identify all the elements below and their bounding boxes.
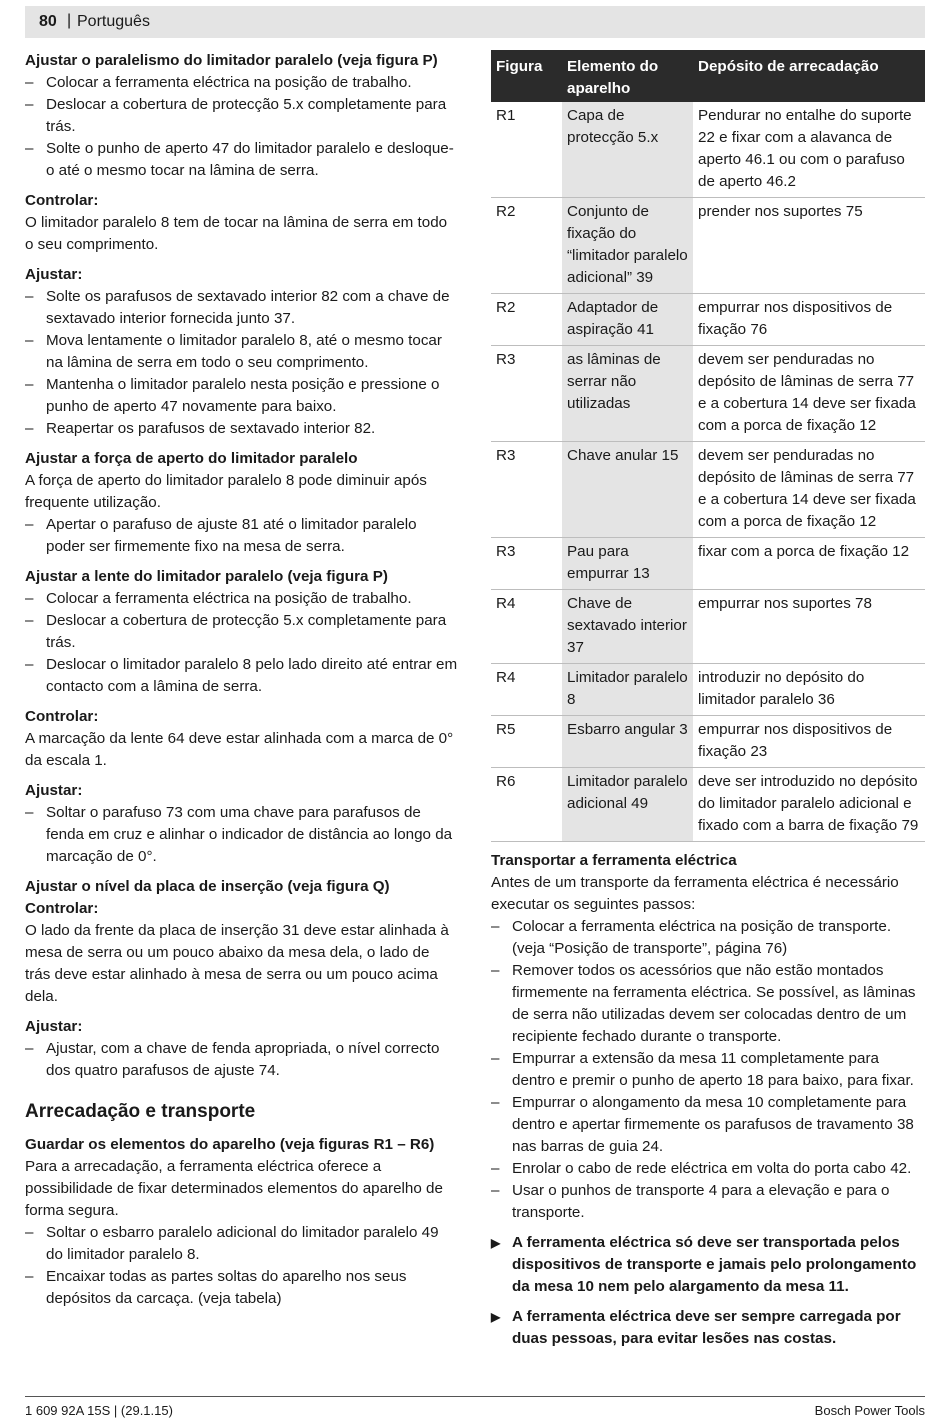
- dash-bullet: –: [491, 1050, 500, 1067]
- table-row: [491, 442, 925, 538]
- warning-triangle-icon: ▶: [491, 1310, 501, 1324]
- dash-bullet: –: [25, 96, 34, 113]
- subheading: Controlar:: [25, 192, 99, 209]
- storage-table: [491, 50, 925, 842]
- list-item: [25, 610, 458, 654]
- cell-figure: R2: [491, 294, 562, 346]
- cell-figure: R2: [491, 198, 562, 294]
- table-row: [491, 716, 925, 768]
- dash-bullet: –: [25, 74, 34, 91]
- subheading: Guardar os elementos do aparelho (veja figuras R1 – R6): [25, 1136, 435, 1153]
- list-item: [25, 138, 458, 182]
- cell-element: as lâminas de serrar não utilizadas: [562, 346, 693, 442]
- list-item-text: Empurrar o alongamento da mesa 10 completamente para dentro e apertar firmemente os parafusos de travamento 38 nas barras de guia 24.: [512, 1094, 914, 1155]
- dash-bullet: –: [25, 612, 34, 629]
- table-header-depot: Depósito de arrecadação: [693, 50, 925, 102]
- list-item: [25, 514, 458, 558]
- dash-bullet: –: [491, 1182, 500, 1199]
- subheading: Controlar:: [25, 900, 99, 917]
- table-row: [491, 664, 925, 716]
- subheading: Ajustar o nível da placa de inserção (veja figura Q): [25, 878, 390, 895]
- dash-bullet: –: [25, 420, 34, 437]
- list-item: [491, 1048, 925, 1092]
- list-item: [491, 1158, 925, 1180]
- list-item: [25, 802, 458, 868]
- paragraph: Antes de um transporte da ferramenta eléctrica é necessário executar os seguintes passos:: [491, 874, 899, 913]
- cell-element: Limitador paralelo 8: [562, 664, 693, 716]
- cell-depot: devem ser penduradas no depósito de lâminas de serra 77 e a cobertura 14 deve ser fixada com a porca de fixação 12: [693, 346, 925, 442]
- cell-figure: R1: [491, 102, 562, 198]
- paragraph: A marcação da lente 64 deve estar alinhada com a marca de 0° da escala 1.: [25, 730, 454, 769]
- cell-element: Conjunto de fixação do “limitador paralelo adicional” 39: [562, 198, 693, 294]
- paragraph: O lado da frente da placa de inserção 31 deve estar alinhada à mesa de serra ou um pouco abaixo da mesa dela, o lado de trás deve estar alinhado à mesa de serra ou um pouco acima dela.: [25, 922, 449, 1005]
- dash-bullet: –: [25, 140, 34, 157]
- list-item: [25, 94, 458, 138]
- header-language: Português: [77, 13, 150, 30]
- cell-depot: deve ser introduzido no depósito do limitador paralelo adicional e fixado com a barra de fixação 79: [693, 768, 925, 842]
- list-item-text: Soltar o parafuso 73 com uma chave para parafusos de fenda em cruz e alinhar o indicador de distância ao longo da marcação de 0°.: [46, 804, 453, 865]
- cell-figure: R4: [491, 590, 562, 664]
- table-row: [491, 538, 925, 590]
- subheading: Ajustar:: [25, 782, 83, 799]
- list-item-text: Apertar o parafuso de ajuste 81 até o limitador paralelo poder ser firmemente fixo na mesa de serra.: [46, 516, 417, 555]
- dash-bullet: –: [491, 962, 500, 979]
- transport-section: [491, 850, 925, 1350]
- paragraph: Para a arrecadação, a ferramenta eléctrica oferece a possibilidade de fixar determinados elementos do aparelho de forma segura.: [25, 1158, 443, 1219]
- table-header-row: [491, 50, 925, 102]
- list-item-text: Encaixar todas as partes soltas do aparelho nos seus depósitos da carcaça. (veja tabela): [46, 1268, 407, 1307]
- cell-depot: Pendurar no entalhe do suporte 22 e fixar com a alavanca de aperto 46.1 ou com o parafuso de aperto 46.2: [693, 102, 925, 198]
- dash-bullet: –: [25, 376, 34, 393]
- warning-item: [491, 1306, 925, 1350]
- list-item: [25, 374, 458, 418]
- right-column: [491, 50, 925, 1350]
- dash-bullet: –: [491, 918, 500, 935]
- cell-figure: R3: [491, 346, 562, 442]
- list-item-text: Deslocar a cobertura de protecção 5.x completamente para trás.: [46, 612, 447, 651]
- table-row: [491, 102, 925, 198]
- list-item-text: Colocar a ferramenta eléctrica na posição de trabalho.: [46, 590, 412, 607]
- paragraph: A força de aperto do limitador paralelo 8 pode diminuir após frequente utilização.: [25, 472, 427, 511]
- cell-element: Limitador paralelo adicional 49: [562, 768, 693, 842]
- cell-depot: empurrar nos dispositivos de fixação 23: [693, 716, 925, 768]
- cell-depot: introduzir no depósito do limitador paralelo 36: [693, 664, 925, 716]
- subheading: Ajustar a lente do limitador paralelo (veja figura P): [25, 568, 388, 585]
- table-header-element: Elemento do aparelho: [562, 50, 693, 102]
- list-item: [25, 72, 458, 94]
- warning-item: [491, 1232, 925, 1298]
- list-item-text: Enrolar o cabo de rede eléctrica em volta do porta cabo 42.: [512, 1160, 912, 1177]
- cell-figure: R3: [491, 442, 562, 538]
- subheading: Ajustar a força de aperto do limitador paralelo: [25, 450, 358, 467]
- table-row: [491, 198, 925, 294]
- dash-bullet: –: [25, 1040, 34, 1057]
- list-item: [25, 330, 458, 374]
- subheading: Transportar a ferramenta eléctrica: [491, 852, 737, 869]
- list-item-text: Colocar a ferramenta eléctrica na posição de trabalho.: [46, 74, 412, 91]
- list-item-text: Ajustar, com a chave de fenda apropriada, o nível correcto dos quatro parafusos de ajuste 74.: [46, 1040, 440, 1079]
- dash-bullet: –: [25, 590, 34, 607]
- dash-bullet: –: [25, 516, 34, 533]
- cell-figure: R6: [491, 768, 562, 842]
- list-item-text: Mova lentamente o limitador paralelo 8, até o mesmo tocar na lâmina de serra em todo o seu comprimento.: [46, 332, 442, 371]
- list-item-text: Colocar a ferramenta eléctrica na posição de transporte. (veja “Posição de transporte”, página 76): [512, 918, 892, 957]
- list-item: [25, 588, 458, 610]
- cell-element: Adaptador de aspiração 41: [562, 294, 693, 346]
- header-separator: |: [67, 12, 72, 29]
- dash-bullet: –: [25, 656, 34, 673]
- dash-bullet: –: [25, 804, 34, 821]
- list-item: [25, 1222, 458, 1266]
- dash-bullet: –: [25, 1224, 34, 1241]
- list-item: [491, 960, 925, 1048]
- list-item: [25, 654, 458, 698]
- list-item: [25, 1266, 458, 1310]
- left-column: [25, 50, 458, 1310]
- cell-element: Chave anular 15: [562, 442, 693, 538]
- list-item-text: Deslocar a cobertura de protecção 5.x completamente para trás.: [46, 96, 447, 135]
- subheading: Ajustar:: [25, 266, 83, 283]
- list-item-text: Empurrar a extensão da mesa 11 completamente para dentro e premir o punho de aperto 18 para baixo, para fixar.: [512, 1050, 914, 1089]
- page-header: [25, 6, 925, 38]
- subheading: Ajustar:: [25, 1018, 83, 1035]
- cell-depot: devem ser penduradas no depósito de lâminas de serra 77 e a cobertura 14 deve ser fixada com a porca de fixação 12: [693, 442, 925, 538]
- list-item-text: Usar o punhos de transporte 4 para a elevação e para o transporte.: [512, 1182, 890, 1221]
- cell-depot: empurrar nos suportes 78: [693, 590, 925, 664]
- dash-bullet: –: [25, 288, 34, 305]
- page-number: 80: [39, 13, 57, 30]
- section-heading: Arrecadação e transporte: [25, 1101, 256, 1122]
- footer-brand: Bosch Power Tools: [814, 1403, 925, 1418]
- table-row: [491, 590, 925, 664]
- list-item-text: Soltar o esbarro paralelo adicional do limitador paralelo 49 do limitador paralelo 8.: [46, 1224, 439, 1263]
- list-item-text: Deslocar o limitador paralelo 8 pelo lado direito até entrar em contacto com a lâmina de serra.: [46, 656, 458, 695]
- cell-element: Pau para empurrar 13: [562, 538, 693, 590]
- table-row: [491, 346, 925, 442]
- list-item: [491, 1180, 925, 1224]
- cell-depot: empurrar nos dispositivos de fixação 76: [693, 294, 925, 346]
- dash-bullet: –: [491, 1094, 500, 1111]
- cell-element: Esbarro angular 3: [562, 716, 693, 768]
- cell-element: Capa de protecção 5.x: [562, 102, 693, 198]
- table-row: [491, 768, 925, 842]
- list-item-text: Remover todos os acessórios que não estão montados firmemente na ferramenta eléctrica. Se possível, as lâminas de serra não utilizadas devem ser colocadas dentro de um recipiente fechado durante o transporte.: [512, 962, 916, 1045]
- cell-figure: R4: [491, 664, 562, 716]
- warning-text: A ferramenta eléctrica deve ser sempre carregada por duas pessoas, para evitar lesões nas costas.: [512, 1308, 901, 1347]
- dash-bullet: –: [25, 332, 34, 349]
- table-row: [491, 294, 925, 346]
- list-item: [491, 916, 925, 960]
- dash-bullet: –: [25, 1268, 34, 1285]
- list-item: [25, 1038, 458, 1082]
- cell-element: Chave de sextavado interior 37: [562, 590, 693, 664]
- table-body: [491, 102, 925, 842]
- footer-doc-number: 1 609 92A 15S | (29.1.15): [25, 1403, 173, 1418]
- cell-figure: R3: [491, 538, 562, 590]
- list-item-text: Solte o punho de aperto 47 do limitador paralelo e desloque-o até o mesmo tocar na lâmina de serra.: [46, 140, 454, 179]
- footer-rule: [25, 1396, 925, 1397]
- table-header-figure: Figura: [491, 50, 562, 102]
- list-item-text: Mantenha o limitador paralelo nesta posição e pressione o punho de aperto 47 novamente para baixo.: [46, 376, 440, 415]
- cell-depot: prender nos suportes 75: [693, 198, 925, 294]
- list-item-text: Reapertar os parafusos de sextavado interior 82.: [46, 420, 376, 437]
- cell-figure: R5: [491, 716, 562, 768]
- dash-bullet: –: [491, 1160, 500, 1177]
- warning-text: A ferramenta eléctrica só deve ser transportada pelos dispositivos de transporte e jamais pelo prolongamento da mesa 10 nem pelo alargamento da mesa 11.: [512, 1234, 917, 1295]
- warning-triangle-icon: ▶: [491, 1236, 501, 1250]
- list-item: [25, 286, 458, 330]
- cell-depot: fixar com a porca de fixação 12: [693, 538, 925, 590]
- list-item-text: Solte os parafusos de sextavado interior 82 com a chave de sextavado interior fornecida junto 37.: [46, 288, 450, 327]
- subheading: Ajustar o paralelismo do limitador paralelo (veja figura P): [25, 52, 438, 69]
- subheading: Controlar:: [25, 708, 99, 725]
- paragraph: O limitador paralelo 8 tem de tocar na lâmina de serra em todo o seu comprimento.: [25, 214, 448, 253]
- list-item: [25, 418, 458, 440]
- list-item: [491, 1092, 925, 1158]
